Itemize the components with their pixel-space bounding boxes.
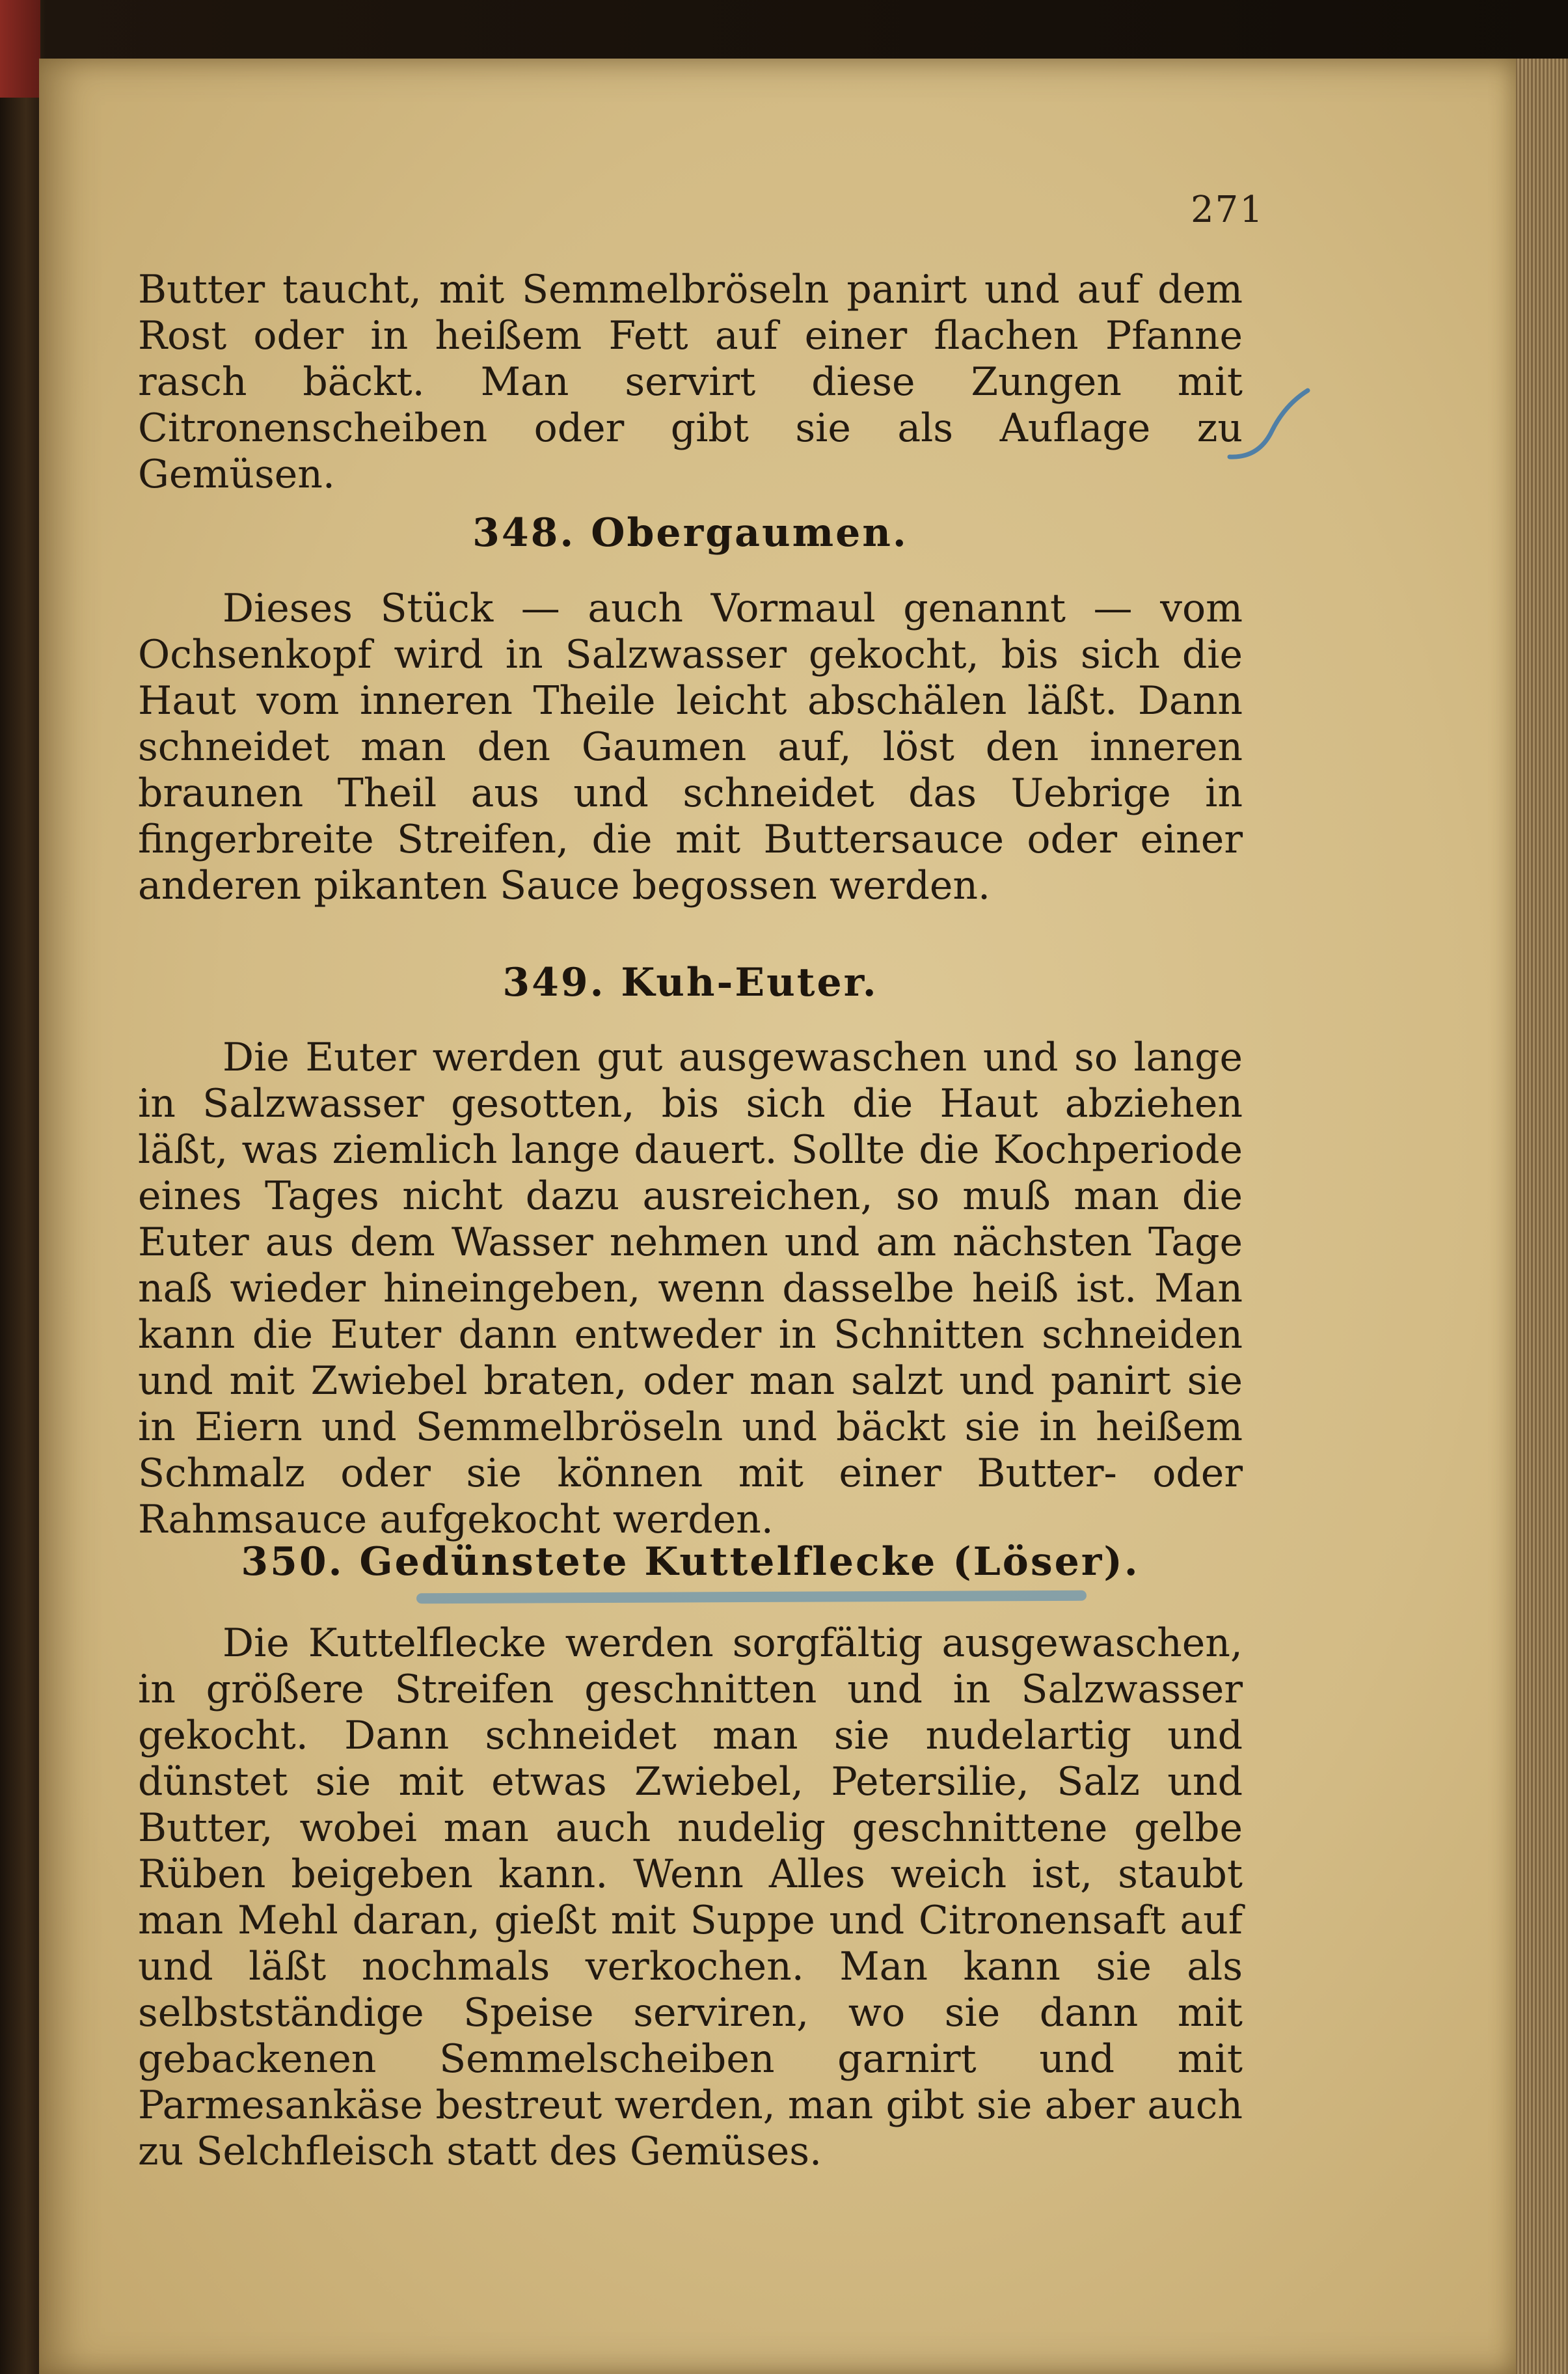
page-number: 271 [1191, 189, 1264, 231]
continuation-paragraph: Butter taucht, mit Semmelbröseln panirt und auf dem Rost oder in heißem Fett auf einer flachen Pfanne rasch bäckt. Man servirt diese Zungen mit Citronenscheiben oder gibt sie als Auflage zu Gemüsen. [138, 267, 1243, 497]
pencil-check-icon [1223, 385, 1314, 463]
book-binding [0, 0, 40, 98]
recipe-body-349: Die Euter werden gut ausgewaschen und so lange in Salzwasser gesotten, bis sich die Haut abziehen läßt, was ziemlich lange dauert. Sollte die Kochperiode eines Tages nicht dazu ausreichen, so muß man die Euter aus dem Wasser nehmen und am nächsten Tage naß wieder hineingeben, wenn dasselbe heiß ist. Man kann die Euter dann entweder in Schnitten schneiden und mit Zwiebel braten, oder man salzt und panirt sie in Eiern und Semmelbröseln und bäckt sie in heißem Schmalz oder sie können mit einer Butter- oder Rahmsauce aufgekocht werden. [138, 1035, 1243, 1542]
recipe-body-350: Die Kuttelflecke werden sorgfältig ausgewaschen, in größere Streifen geschnitten und in Salzwasser gekocht. Dann schneidet man sie nudelartig und dünstet sie mit etwas Zwiebel, Petersilie, Salz und Butter, wobei man auch nudelig geschnittene gelbe Rüben beigeben kann. Wenn Alles weich ist, staubt man Mehl daran, gießt mit Suppe und Citronensaft auf und läßt nochmals verkochen. Man kann sie als selbstständige Speise serviren, wo sie dann mit gebackenen Semmelscheiben garnirt und mit Parmesankäse bestreut werden, man gibt sie aber auch zu Selchfleisch statt des Gemüses. [138, 1620, 1243, 2174]
recipe-body-348: Dieses Stück — auch Vormaul genannt — vom Ochsenkopf wird in Salzwasser gekocht, bis sich die Haut vom inneren Theile leicht abschälen läßt. Dann schneidet man den Gaumen auf, löst den inneren braunen Theil aus und schneidet das Uebrige in fingerbreite Streifen, die mit Buttersauce oder einer anderen pikanten Sauce begossen werden. [138, 586, 1243, 908]
recipe-heading-350: 350. Gedünstete Kuttelflecke (Löser). [241, 1539, 1140, 1585]
page-stack-edge [1509, 59, 1568, 2374]
recipe-heading-349: 349. Kuh-Euter. [502, 960, 878, 1005]
recipe-heading-348: 348. Obergaumen. [472, 510, 908, 556]
